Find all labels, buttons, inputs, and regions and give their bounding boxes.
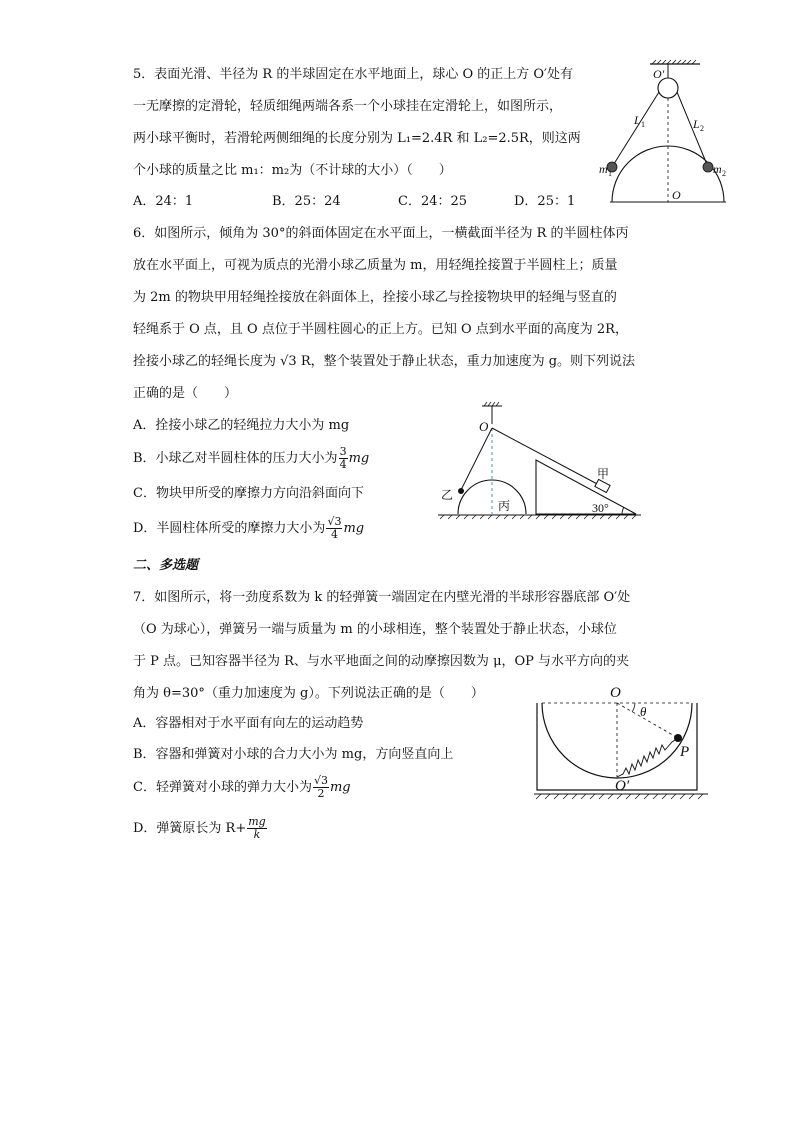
label-p: P — [680, 744, 690, 760]
label-jia: 甲 — [597, 467, 610, 481]
q6-option-c[interactable]: C．物块甲所受的摩擦力方向沿斜面向下 — [133, 486, 364, 501]
label-o: O — [610, 685, 621, 701]
q7-option-b[interactable]: B．容器和弹簧对小球的合力大小为 mg，方向竖直向上 — [133, 747, 454, 762]
label-o: O — [479, 419, 489, 434]
fraction: $\frac{√3}{4}$ — [327, 515, 342, 541]
q5-option-c[interactable]: C．24：25 — [398, 194, 468, 209]
q6-option-b[interactable]: B．小球乙对半圆柱体的压力大小为 $\frac{3}{4}$ mg — [133, 445, 370, 471]
q5-option-b[interactable]: B．25：24 — [272, 194, 341, 209]
label-l2: L — [693, 117, 700, 131]
label-m1: m — [599, 162, 608, 176]
fraction: $\frac{3}{4}$ — [339, 445, 347, 471]
fraction: $\frac{mg}{k}$ — [248, 815, 266, 841]
q6-line-3: 为 2m 的物块甲用轻绳拴接放在斜面体上，拴接小球乙与拴接物块甲的轻绳与竖直的 — [133, 290, 617, 305]
q7-line-4: 角为 θ=30°（重力加速度为 g）。下列说法正确的是（ ） — [133, 686, 484, 701]
q7-option-d-text: D．弹簧原长为 R+ — [133, 821, 247, 836]
q7-figure — [532, 684, 710, 804]
q5-option-a[interactable]: A．24：1 — [133, 194, 194, 209]
q5-line-2: 一无摩擦的定滑轮，轻质细绳两端各系一个小球挂在定滑轮上，如图所示， — [133, 99, 563, 114]
q6-line-6: 正确的是（ ） — [133, 386, 238, 401]
fraction: $\frac{√3}{2}$ — [313, 774, 328, 800]
q6-figure — [436, 398, 646, 526]
q6-line-2: 放在水平面上，可视为质点的光滑小球乙质量为 m，用轻绳拴接置于半圆柱上；质量 — [133, 258, 618, 273]
label-yi: 乙 — [441, 488, 454, 502]
q6-line-5: 拴接小球乙的轻绳长度为 √3 R，整个装置处于静止状态，重力加速度为 g。则下列说法 — [133, 354, 636, 369]
q7-line-2: （O 为球心），弹簧另一端与质量为 m 的小球相连，整个装置处于静止状态，小球位 — [133, 622, 617, 637]
q6-line-1: 6．如图所示，倾角为 30°的斜面体固定在水平面上，一横截面半径为 R 的半圆柱体丙 — [133, 226, 629, 241]
label-m2-sub: 2 — [722, 169, 726, 178]
q7-option-c[interactable]: C．轻弹簧对小球的弹力大小为 $\frac{√3}{2}$ mg — [133, 774, 351, 800]
ball-m2 — [703, 162, 713, 172]
q5-line-3: 两小球平衡时，若滑轮两侧细绳的长度分别为 L₁=2.4R 和 L₂=2.5R，则这两 — [133, 131, 581, 146]
q5-figure — [600, 60, 730, 210]
label-o-prime: O′ — [653, 67, 665, 81]
label-l1-sub: 1 — [641, 120, 645, 129]
label-bing: 丙 — [498, 499, 511, 513]
q5-option-d[interactable]: D．25：1 — [514, 194, 576, 209]
label-theta: θ — [640, 704, 647, 719]
label-o: O — [672, 188, 681, 202]
q7-line-1: 7．如图所示，将一劲度系数为 k 的轻弹簧一端固定在内壁光滑的半球形容器底部 O′处 — [133, 590, 631, 605]
label-m2: m — [713, 162, 722, 176]
q7-option-d[interactable] — [133, 816, 268, 841]
section-title: 二、多选题 — [133, 558, 199, 573]
q6-option-a[interactable]: A．拴接小球乙的轻绳拉力大小为 mg — [133, 418, 350, 433]
q6-option-d-text: D．半圆柱体所受的摩擦力大小为 — [133, 521, 326, 536]
label-l1: L — [634, 113, 641, 127]
q6-option-b-text: B．小球乙对半圆柱体的压力大小为 — [133, 451, 338, 466]
label-l2-sub: 2 — [700, 124, 704, 133]
label-angle: 30° — [592, 501, 609, 515]
q6-line-4: 轻绳系于 O 点，且 O 点位于半圆柱圆心的正上方。已知 O 点到水平面的高度为 2R， — [133, 322, 628, 337]
q7-option-a[interactable]: A．容器相对于水平面有向左的运动趋势 — [133, 716, 364, 731]
label-o-prime: O′ — [615, 778, 630, 794]
q7-line-3: 于 P 点。已知容器半径为 R、与水平地面之间的动摩擦因数为 μ，OP 与水平方向的夹 — [133, 654, 630, 669]
q6-option-d[interactable]: D．半圆柱体所受的摩擦力大小为 $\frac{√3}{4}$ mg — [133, 515, 365, 541]
label-m1-sub: 1 — [608, 169, 612, 178]
q5-line-1: 5．表面光滑、半径为 R 的半球固定在水平地面上，球心 O 的正上方 O′处有 — [133, 67, 573, 82]
q5-line-4: 个小球的质量之比 m₁：m₂为（不计球的大小）（ ） — [133, 163, 452, 178]
q7-option-c-text: C．轻弹簧对小球的弹力大小为 — [133, 780, 312, 795]
